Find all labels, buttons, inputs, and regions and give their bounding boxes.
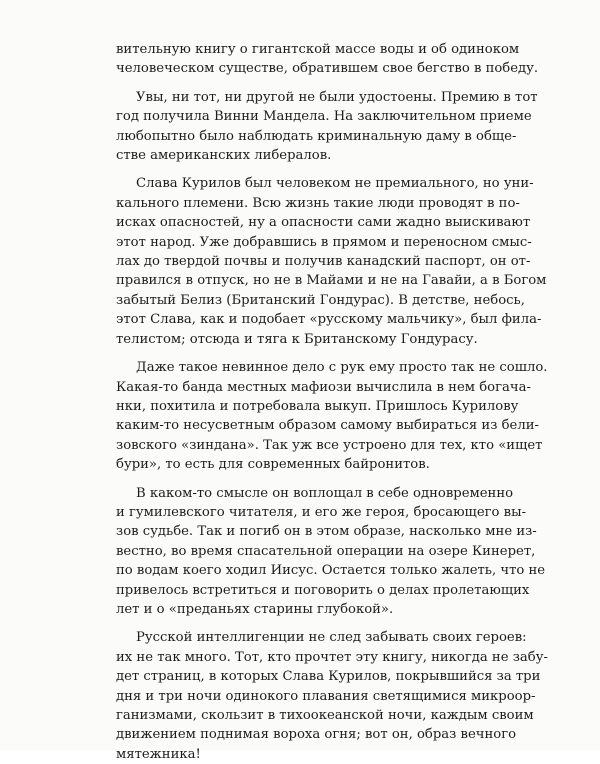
text-line: ганизмами, скользит в тихоокеанской ночи, каждым своим	[116, 708, 534, 723]
paragraph	[116, 174, 547, 349]
text-line: стве американских либералов.	[116, 148, 332, 164]
text-line: и гумилевского читателя, и его же героя, бросающего вы-	[116, 504, 527, 520]
paragraph	[116, 484, 546, 620]
text-line: движением поднимая вороха огня; вот он, образ вечного	[116, 727, 517, 743]
text-line: Слава Курилов был человеком не премиального, но уни-	[136, 176, 534, 192]
text-line: мятежника!	[116, 746, 201, 762]
text-line: В каком-то смысле он воплощал в себе одновременно	[136, 485, 514, 501]
text-line: исках опасностей, ну а опасности сами жадно выискивают	[116, 215, 531, 231]
text-body	[116, 40, 548, 764]
text-line: Увы, ни тот, ни другой не были удостоены. Премию в тот	[136, 89, 538, 105]
text-line: этот Слава, как и подобает «русскому мальчику», был фила-	[116, 312, 542, 328]
text-line: дет страниц, в которых Слава Курилов, покрывшийся за три	[116, 669, 541, 685]
text-line: Какая-то банда местных мафиози вычислила в нем богача-	[116, 379, 531, 395]
text-line: каким-то несусветным образом самому выбираться из бели-	[116, 418, 539, 434]
text-line: лет и о «преданьях старины глубокой».	[116, 601, 394, 617]
text-line: забытый Белиз (Британский Гондурас). В детстве, небось,	[116, 292, 525, 308]
text-line: вестно, во время спасательной операции на озере Кинерет,	[116, 543, 536, 559]
paragraph	[116, 358, 548, 474]
paragraph	[116, 88, 538, 166]
text-line: человеческом существе, обратившем свое бегство в победу.	[116, 61, 539, 77]
text-line: вительную книгу о гигантской массе воды и об одиноком	[116, 42, 520, 57]
text-line: бури», то есть для современных байронитов.	[116, 457, 430, 473]
text-line: правился в отпуск, но не в Майами и не на Гавайи, а в Богом	[116, 273, 547, 289]
text-line: Русской интеллигенции не след забывать своих героев:	[136, 630, 527, 646]
text-line: год получила Винни Мандела. На заключительном приеме	[116, 109, 532, 125]
text-line: этот народ. Уже добравшись в прямом и переносном смыс-	[116, 234, 532, 250]
text-line: зов судьбе. Так и погиб он в этом образе, насколько мне из-	[116, 524, 537, 540]
paragraph	[116, 628, 548, 764]
text-line: любопытно было наблюдать криминальную даму в обще-	[116, 128, 517, 144]
text-line: зовского «зиндана». Так уж все устроено для тех, кто «ищет	[116, 437, 543, 453]
text-line: дня и три ночи одинокого плавания светящимися микроор-	[116, 688, 536, 704]
text-line: Даже такое невинное дело с рук ему просто так не сошло.	[136, 360, 548, 376]
text-line: привелось встретиться и поговорить о делах пролетающих	[116, 582, 530, 598]
text-line: телистом; отсюда и тяга к Британскому Гондурасу.	[116, 331, 478, 347]
text-line: их не так много. Тот, кто прочтет эту книгу, никогда не забу-	[116, 649, 548, 665]
text-line: лах до твердой почвы и получив канадский паспорт, он от-	[116, 254, 531, 270]
paragraph	[116, 40, 539, 79]
text-line: нки, похитила и потребовала выкуп. Пришлось Курилову	[116, 398, 519, 414]
text-line: кального племени. Всю жизнь такие люди проводят в по-	[116, 195, 520, 211]
text-line: по водам коего ходил Иисус. Остается только жалеть, что не	[116, 563, 546, 579]
